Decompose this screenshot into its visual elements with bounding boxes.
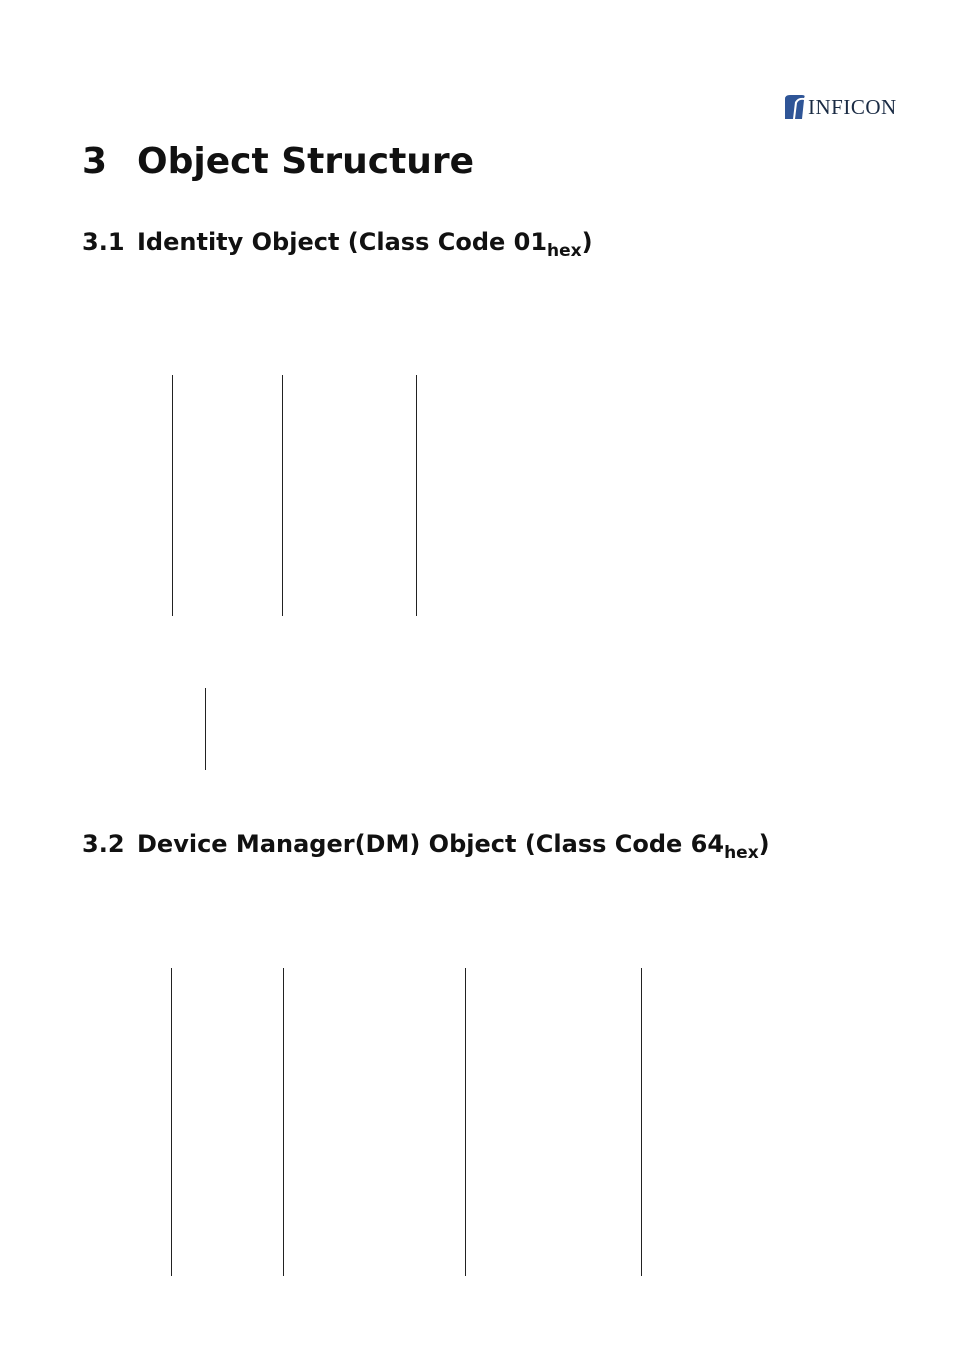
section-number: 3.2: [82, 830, 125, 858]
chapter-number: 3: [82, 141, 108, 182]
chapter-title: Object Structure: [137, 141, 475, 182]
table-column-divider: [171, 968, 172, 1276]
chapter-heading: [82, 140, 474, 183]
section-title: Identity Object (Class Code 01: [137, 228, 548, 256]
table-column-divider: [465, 968, 466, 1276]
section-number: 3.1: [82, 228, 125, 256]
section-subscript: hex: [724, 843, 759, 863]
section-title: Device Manager(DM) Object (Class Code 64: [137, 830, 725, 858]
section-title-suffix: ): [758, 830, 770, 858]
section-heading-device-manager-object: [82, 830, 770, 863]
section-heading-identity-object: [82, 228, 593, 261]
table-column-divider: [416, 375, 417, 616]
table-column-divider: [641, 968, 642, 1276]
logo-text: INFICON: [808, 94, 897, 119]
inficon-logo: [782, 92, 912, 122]
section-subscript: hex: [547, 241, 582, 261]
inficon-logo-icon: [782, 93, 806, 121]
table-column-divider: [282, 375, 283, 616]
table-column-divider: [172, 375, 173, 616]
table-column-divider: [283, 968, 284, 1276]
table-column-divider: [205, 688, 206, 770]
section-title-suffix: ): [581, 228, 593, 256]
